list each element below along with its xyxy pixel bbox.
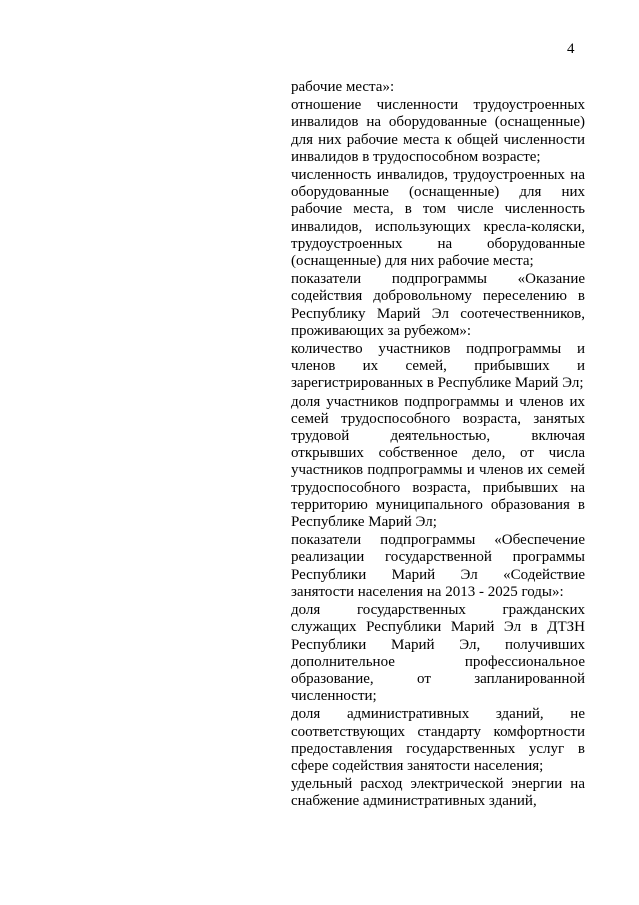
paragraph: количество участников подпрограммы и членов их семей, прибывших и зарегистрированных в Республике Марий Эл;: [291, 341, 585, 392]
document-body: [291, 79, 585, 811]
paragraph: доля участников подпрограммы и членов их семей трудоспособного возраста, занятых трудовой деятельностью, включая открывших собственное дело, от числа участников подпрограммы и членов их семей трудоспособного возраста, прибывших на территорию муниципального образования в Республике Марий Эл;: [291, 393, 585, 531]
paragraph: доля государственных гражданских служащих Республики Марий Эл в ДТЗН Республики Марий Эл, получивших дополнительное профессиональное образование, от запланированной численности;: [291, 602, 585, 705]
paragraph: численность инвалидов, трудоустроенных на оборудованные (оснащенные) для них рабочие места, в том числе численность инвалидов, использующих кресла-коляски, трудоустроенных на оборудованные (оснащенные) для них рабочие места;: [291, 167, 585, 270]
paragraph: рабочие места»:: [291, 79, 395, 95]
paragraph: удельный расход электрической энергии на снабжение административных зданий,: [291, 776, 585, 810]
paragraph: показатели подпрограммы «Оказание содействия добровольному переселению в Республику Марий Эл соотечественников, проживающих за рубежом»:: [291, 271, 585, 339]
paragraph: показатели подпрограммы «Обеспечение реализации государственной программы Республики Марий Эл «Содействие занятости населения на 2013 - 2025 годы»:: [291, 532, 585, 600]
paragraph: отношение численности трудоустроенных инвалидов на оборудованные (оснащенные) для них рабочие места к общей численности инвалидов в трудоспособном возрасте;: [291, 97, 585, 165]
paragraph: доля административных зданий, не соответствующих стандарту комфортности предоставления государственных услуг в сфере содействия занятости населения;: [291, 706, 585, 774]
page-number: 4: [567, 41, 575, 57]
